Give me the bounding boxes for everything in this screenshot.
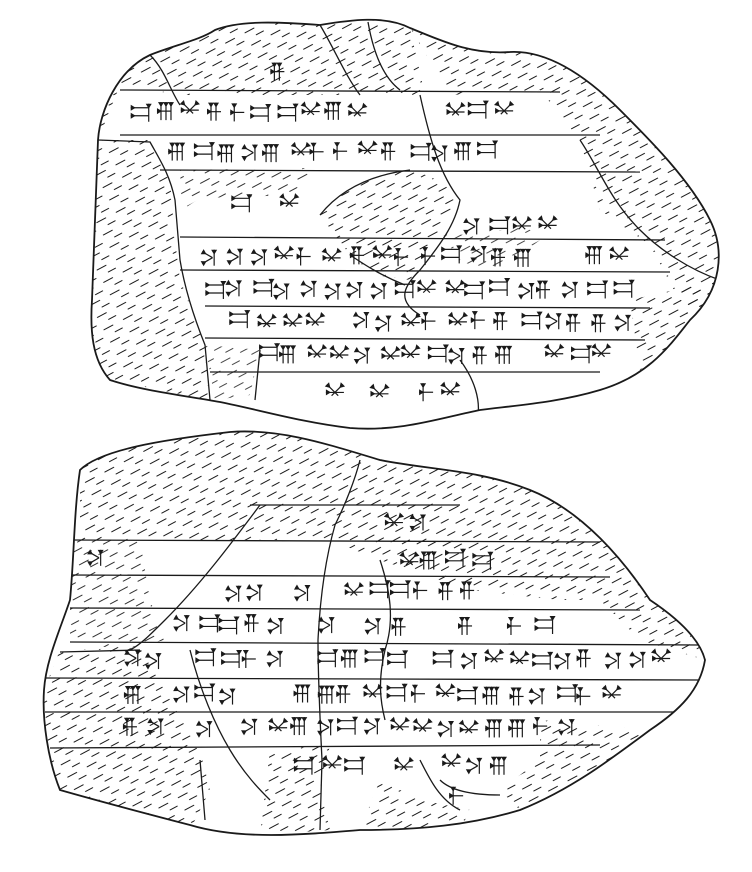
cuneiform-sign <box>173 686 190 703</box>
cuneiform-sign <box>477 141 498 159</box>
cuneiform-sign <box>219 616 240 634</box>
cuneiform-sign <box>545 313 562 330</box>
cuneiform-sign <box>267 617 284 634</box>
cuneiform-sign <box>365 648 386 666</box>
cuneiform-sign <box>363 684 383 697</box>
cuneiform-sign <box>518 282 535 299</box>
cuneiform-sign <box>587 280 608 298</box>
cuneiform-sign <box>157 102 174 120</box>
cuneiform-sign <box>290 717 307 735</box>
cuneiform-sign <box>495 346 512 364</box>
cuneiform-sign <box>354 347 371 364</box>
cuneiform-sign <box>390 580 411 598</box>
cuneiform-sign <box>300 280 317 297</box>
cuneiform-sign <box>609 246 629 259</box>
cuneiform-sign <box>411 685 425 703</box>
cuneiform-sign <box>207 103 221 121</box>
cuneiform-sign <box>461 652 478 669</box>
cuneiform-sign <box>219 688 236 705</box>
cuneiform-sign <box>392 618 406 636</box>
cuneiform-sign <box>324 283 341 300</box>
cuneiform-sign <box>194 142 215 160</box>
cuneiform-sign <box>471 311 485 329</box>
cuneiform-sign <box>365 618 382 635</box>
cuneiform-sign <box>571 345 592 363</box>
cuneiform-sign <box>390 717 410 730</box>
cuneiform-sign <box>489 278 510 296</box>
cuneiform-sign <box>291 142 311 155</box>
damaged-area <box>320 170 460 280</box>
cuneiform-sign <box>507 617 521 635</box>
cuneiform-sign <box>229 310 250 328</box>
cuneiform-sign <box>318 617 335 634</box>
cuneiform-sign <box>493 312 507 330</box>
cuneiform-sign <box>577 649 591 667</box>
damaged-area <box>630 280 720 370</box>
cuneiform-sign <box>421 312 435 330</box>
cuneiform-sign <box>413 581 427 599</box>
cuneiform-sign <box>458 617 472 635</box>
cuneiform-sign <box>387 684 408 702</box>
cuneiform-sign <box>196 721 213 738</box>
cuneiform-sign <box>257 314 277 327</box>
cuneiform-sign <box>225 280 242 297</box>
cuneiform-sign <box>380 346 400 359</box>
cuneiform-sign <box>484 649 504 662</box>
cuneiform-sign <box>591 343 611 356</box>
cuneiform-sign <box>439 582 453 600</box>
cuneiform-sign <box>411 143 432 161</box>
cuneiform-sign <box>428 344 449 362</box>
cuneiform-sign <box>457 687 478 705</box>
cuneiform-sign <box>279 345 296 363</box>
cuneiform-sign <box>305 312 325 325</box>
cuneiform-sign <box>387 650 408 668</box>
cuneiform-sign <box>344 582 364 595</box>
cuneiform-sign <box>557 684 578 702</box>
cuneiform-sign <box>347 103 367 116</box>
cuneiform-sign <box>357 140 377 153</box>
cuneiform-sign <box>454 142 471 160</box>
cuneiform-sign <box>251 249 268 266</box>
cuneiform-sign <box>371 283 388 300</box>
cuneiform-sign <box>195 648 216 666</box>
cuneiform-sign <box>466 757 483 774</box>
cuneiform-sign <box>217 144 234 162</box>
cuneiform-sign <box>510 687 524 705</box>
cuneiform-sign <box>369 384 389 397</box>
cuneiform-sign <box>445 279 465 292</box>
cuneiform-sign <box>267 650 284 667</box>
damaged-area <box>44 648 210 830</box>
damaged-area <box>98 20 425 140</box>
cuneiform-sign <box>325 382 345 395</box>
cuneiform-sign <box>341 650 358 668</box>
cuneiform-sign <box>464 281 485 299</box>
cuneiform-sign <box>483 687 500 705</box>
cuneiform-sign <box>225 585 242 602</box>
cuneiform-sign <box>353 311 370 328</box>
cuneiform-sign <box>562 281 579 298</box>
cuneiform-sign <box>651 648 671 661</box>
cuneiform-sign <box>227 248 244 265</box>
cuneiform-sign <box>485 719 502 737</box>
cuneiform-sign <box>199 614 220 632</box>
cuneiform-sign <box>231 194 252 212</box>
cuneiform-sign <box>273 283 290 300</box>
cuneiform-sign <box>508 719 525 737</box>
cuneiform-sign <box>566 314 580 332</box>
cuneiform-sign <box>307 344 327 357</box>
cuneiform-sign <box>131 104 152 122</box>
cuneiform-sign <box>201 249 218 266</box>
cuneiform-sign <box>180 100 200 113</box>
damaged-area <box>410 28 719 320</box>
cuneiform-sign <box>329 345 349 358</box>
cuneiform-sign <box>317 649 338 667</box>
cuneiform-sign <box>536 281 550 299</box>
cuneiform-sign <box>494 101 514 114</box>
cuneiform-sign <box>318 686 335 704</box>
cuneiform-sign <box>259 343 280 361</box>
cuneiform-sign <box>435 683 455 696</box>
cuneiform-sign <box>532 652 553 670</box>
damaged-area <box>600 600 705 660</box>
cuneiform-sign <box>294 685 311 703</box>
cuneiform-sign <box>490 757 507 775</box>
cuneiform-sign <box>448 312 468 325</box>
cuneiform-sign <box>554 653 571 670</box>
cuneiform-sign <box>441 753 461 766</box>
cuneiform-sign <box>336 685 350 703</box>
cuneiform-sign <box>245 614 259 632</box>
cuneiform-sign <box>440 382 460 395</box>
cuneiform-sign <box>394 757 414 770</box>
cuneiform-sign <box>535 616 556 634</box>
cuneiform-sign <box>205 281 226 299</box>
cuneiform-sign <box>591 314 605 332</box>
cuneiform-sign <box>538 215 558 228</box>
cuneiform-sign <box>321 248 341 261</box>
cuneiform-sign <box>168 143 185 161</box>
cuneiform-sign <box>241 718 258 735</box>
cuneiform-sign <box>344 757 365 775</box>
cuneiform-sign <box>221 650 242 668</box>
cuneiform-sign <box>401 313 421 326</box>
cuneiform-sign <box>301 101 321 114</box>
cuneiform-sign <box>585 246 602 264</box>
cuneiform-sign <box>262 144 279 162</box>
cuneiform-sign <box>173 615 190 632</box>
cuneiform-sign <box>283 313 303 326</box>
cuneiform-sign <box>459 720 479 733</box>
cuneiform-sign <box>274 246 294 259</box>
cuneiform-sign <box>412 718 432 731</box>
cuneiform-sign <box>419 383 433 401</box>
cuneiform-sign <box>317 719 334 736</box>
cuneiform-sign <box>324 102 341 120</box>
cuneiform-sign <box>614 280 635 298</box>
cuneiform-sign <box>346 281 363 298</box>
cuneiform-sign <box>364 718 381 735</box>
cuneiform-sign <box>370 580 391 598</box>
cuneiform-sign <box>241 144 258 161</box>
cuneiform-sign <box>310 143 324 161</box>
cuneiform-sign <box>297 248 311 266</box>
cuneiform-sign <box>605 652 622 669</box>
cuneiform-sign <box>602 685 622 698</box>
cuneiform-sign <box>544 344 564 357</box>
cuneiform-sign <box>433 650 454 668</box>
cuneiform-sign <box>468 101 489 119</box>
reverse-view <box>44 431 705 835</box>
cuneiform-sign <box>242 650 256 668</box>
cuneiform-sign <box>431 145 448 162</box>
cuneiform-sign <box>529 688 546 705</box>
cuneiform-sign <box>250 104 271 122</box>
cuneiform-sign <box>381 142 395 160</box>
cuneiform-sign <box>230 103 244 121</box>
cuneiform-sign <box>438 720 455 737</box>
cuneiform-sign <box>445 102 465 115</box>
cuneiform-sign <box>629 651 646 668</box>
cuneiform-sign <box>576 687 590 705</box>
cuneiform-sign <box>615 314 632 331</box>
cuneiform-sign <box>278 104 299 122</box>
cuneiform-sign <box>246 584 262 601</box>
cuneiform-sign <box>522 312 543 330</box>
cuneiform-sign <box>294 584 311 601</box>
cuneiform-sign <box>509 650 529 663</box>
cuneiform-sign <box>253 279 274 297</box>
cuneiform-sign <box>473 346 487 364</box>
cuneiform-sign <box>268 718 288 731</box>
cuneiform-sign <box>448 347 465 364</box>
cuneiform-sign <box>463 218 480 235</box>
cuneiform-sign <box>337 717 358 735</box>
cuneiform-sign <box>416 279 436 292</box>
cuneiform-sign <box>400 344 420 357</box>
cuneiform-sign <box>375 315 392 332</box>
obverse-view <box>91 20 720 429</box>
cuneiform-sign <box>333 142 347 160</box>
